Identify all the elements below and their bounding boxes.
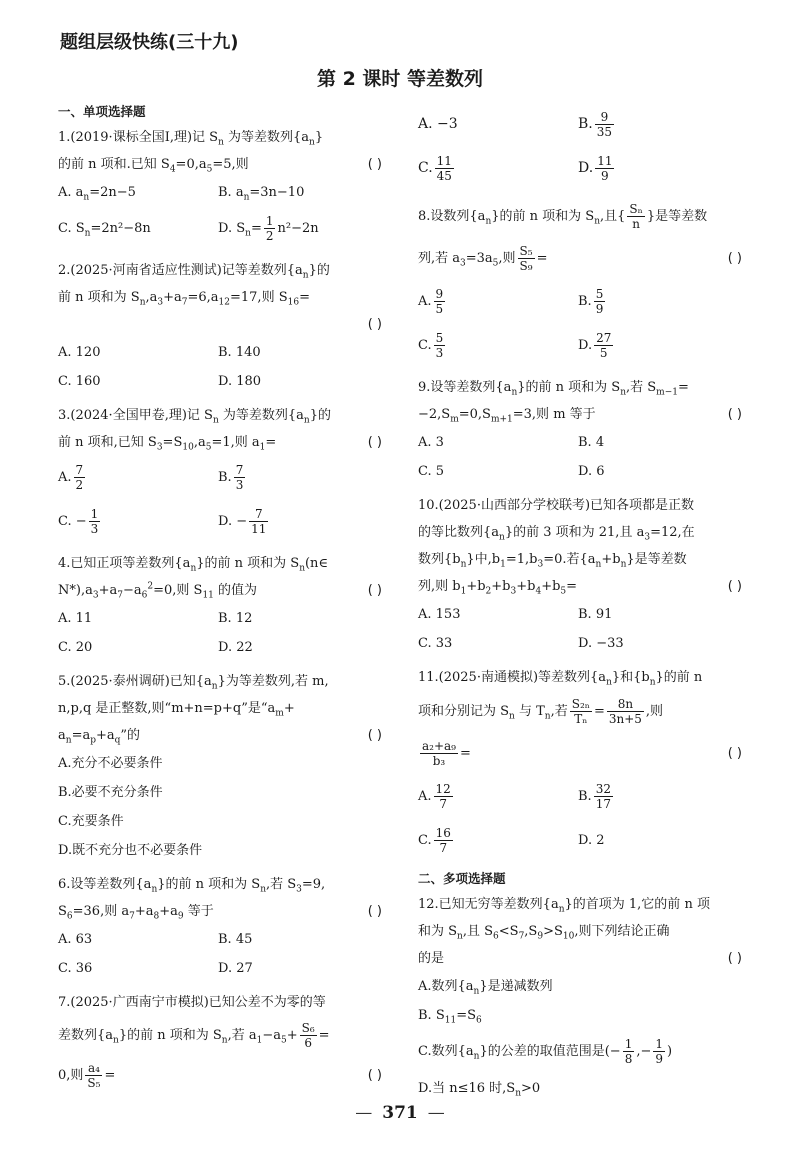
answer-blank: ( ) — [367, 1068, 382, 1083]
right-column — [418, 102, 748, 1109]
option-c: C. 20 — [58, 640, 93, 655]
answer-blank: ( ) — [367, 157, 382, 172]
option-d: D. $S_n=$ $\frac{1}{2}$ n²−2n — [218, 214, 319, 243]
question-7: 7.(2025·广西南宁市模拟)已知公差不为零的等 差数列$\{a_n\}$的前 n 项和为 $S_n$,若 $a_1-a_5+$ $\frac{\text{S₆}}{6}$ = 0,则 $\frac{\text{a₄}}{\text{S₅}}$ = ( ) — [58, 989, 388, 1096]
option-d: D. −33 — [578, 636, 624, 651]
option-b: B. $\frac{32}{17}$ — [578, 782, 611, 811]
answer-blank: ( ) — [367, 583, 382, 598]
option-a: A. $\frac{9}{5}$ — [418, 287, 444, 316]
answer-blank: ( ) — [727, 251, 742, 266]
section-multi-choice: 二、多项选择题 — [418, 871, 506, 886]
option-b: B. 4 — [578, 435, 605, 450]
question-5: 5.(2025·泰州调研)已知$\{a_n\}$为等差数列,若 m, n,p,q 是正整数,则“m+n=p+q”是“$a_m+$ $a_n=a_p+a_q$”的 ( ) A.充分不必要条件 B.必要不充分条件 C.充要条件 D.既不充分也不必要条件 — [58, 668, 388, 865]
answer-blank: ( ) — [367, 317, 382, 332]
section-single-choice: 一、单项选择题 — [58, 104, 146, 119]
answer-blank: ( ) — [727, 951, 742, 966]
option-a: A. 120 — [58, 345, 101, 360]
question-3: 3.(2024·全国甲卷,理)记 $S_n$ 为等差数列$\{a_n\}$的 前 n 项和,已知 $S_3=S_{10},a_5=1$,则 $a_1=$ ( ) A. $\frac{7}{2}$ B. $\frac{7}{3}$ C. − $\frac{1}{3}$ D. − $\frac{7}{11}$ — [58, 402, 388, 544]
answer-blank: ( ) — [727, 579, 742, 594]
option-d: D. 2 — [578, 833, 605, 848]
option-b: B. $a_n=3n-10$ — [218, 185, 305, 203]
option-a: A. 153 — [418, 607, 461, 622]
option-c: C. 160 — [58, 374, 101, 389]
exercise-label: 题组层级快练(三十九) — [60, 32, 239, 53]
option-d: D. $\frac{11}{9}$ — [578, 153, 613, 183]
answer-blank: ( ) — [727, 407, 742, 422]
question-6: 6.设等差数列$\{a_n\}$的前 n 项和为 $S_n$,若 $S_3=9$, $S_6=36$,则 $a_7+a_8+a_9$ 等于 ( ) A. 63 B. 45 C. 36 D. 27 — [58, 871, 388, 983]
option-c: C. − $\frac{1}{3}$ — [58, 507, 99, 536]
left-column — [58, 102, 388, 1102]
option-c: C. 33 — [418, 636, 453, 651]
question-9: 9.设等差数列$\{a_n\}$的前 n 项和为 $S_n$,若 $S_{m-1}=$ $-2,S_m=0,S_{m+1}=3$,则 m 等于 ( ) A. 3 B. 4 C. 5 D. 6 — [418, 374, 748, 486]
option-a: A. 11 — [58, 611, 93, 626]
option-b: B. $\frac{5}{9}$ — [578, 287, 604, 316]
option-b: B. 91 — [578, 607, 613, 622]
option-c: C.充要条件 — [58, 814, 124, 829]
option-c: C. $S_n=2n^2-8n$ — [58, 221, 151, 239]
option-d: D. 22 — [218, 640, 253, 655]
option-d: D.既不充分也不必要条件 — [58, 843, 203, 858]
question-11: 11.(2025·南通模拟)等差数列$\{a_n\}$和$\{b_n\}$的前 n 项和分别记为 $S_n$ 与 $T_n$,若 $\frac{\text{S₂ₙ}}{\text{Tₙ}}$ = $\frac{8n}{3n+5}$ ,则 $\frac{\text{a₂+a₉}}{\text{b₃}}$ = ( ) A. $\frac{12}{7}$ B. $\frac{32}{17}$ C. $\frac{16}{7}$ D. 2 — [418, 664, 748, 863]
page-number: 371 — [382, 1103, 418, 1123]
answer-blank: ( ) — [367, 435, 382, 450]
option-d: D. 180 — [218, 374, 262, 389]
answer-blank: ( ) — [367, 728, 382, 743]
option-a: A. $a_n=2n-5$ — [58, 185, 136, 203]
question-10: 10.(2025·山西部分学校联考)已知各项都是正数 的等比数列$\{a_n\}$的前 3 项和为 21,且 $a_3=12$,在 数列$\{b_n\}$中$,b_1=1,b_3=0$.若$\{a_n+b_n\}$是等差数 列,则 $b_1+b_2+b_3+b_4+b_5=$ ( ) A. 153 B. 91 C. 33 D. −33 — [418, 492, 748, 658]
option-c: C. 5 — [418, 464, 445, 479]
option-d: D. − $\frac{7}{11}$ — [218, 507, 267, 536]
question-7-options — [418, 102, 748, 190]
question-2: 2.(2025·河南省适应性测试)记等差数列$\{a_n\}$的 前 n 项和为 $S_n,a_3+a_7=6,a_{12}=17$,则 $S_{16}=$ ( ) A. 120 B. 140 C. 160 D. 180 — [58, 257, 388, 396]
option-b: B. $S_{11}=S_6$ — [418, 1008, 482, 1026]
answer-blank: ( ) — [727, 746, 742, 761]
option-b: B. $\frac{7}{3}$ — [218, 463, 244, 492]
option-a: A.充分不必要条件 — [58, 756, 163, 771]
option-b: B. 12 — [218, 611, 253, 626]
option-a: A. $\frac{7}{2}$ — [58, 463, 84, 492]
option-a: A. 3 — [418, 435, 444, 450]
question-4: 4.已知正项等差数列$\{a_n\}$的前 n 项和为 $S_n(n\in$ $N*),a_3+a_7-a_6^2=0$,则 $S_{11}$ 的值为 ( ) A. 11 B. 12 C. 20 D. 22 — [58, 550, 388, 662]
option-d: D. 6 — [578, 464, 605, 479]
option-c: C. $\frac{5}{3}$ — [418, 331, 444, 360]
page-footer: — 371 — — [355, 1103, 445, 1123]
option-b: B. 45 — [218, 932, 253, 947]
option-c: C.数列$\{a_n\}$的公差的取值范围是(− $\frac{1}{8}$ ,− $\frac{1}{9}$ ) — [418, 1037, 673, 1066]
option-a: A. $\frac{12}{7}$ — [418, 782, 451, 811]
lesson-title: 第 2 课时 等差数列 — [316, 68, 484, 90]
option-b: B. 140 — [218, 345, 261, 360]
option-b: B. $\frac{9}{35}$ — [578, 109, 613, 139]
option-d: D.当 n≤16 时$,S_n>0$ — [418, 1081, 541, 1099]
option-c: C. 36 — [58, 961, 93, 976]
option-a: A.数列$\{a_n\}$是递减数列 — [418, 979, 553, 997]
option-d: D. 27 — [218, 961, 253, 976]
option-c: C. $\frac{11}{45}$ — [418, 153, 452, 183]
option-d: D. $\frac{27}{5}$ — [578, 331, 612, 360]
option-c: C. $\frac{16}{7}$ — [418, 826, 451, 855]
option-b: B.必要不充分条件 — [58, 785, 163, 800]
option-a: A. 63 — [58, 932, 93, 947]
question-8: 8.设数列$\{a_n\}$的前 n 项和为 $S_n$,且{ $\frac{\text{Sₙ}}{n}$ }是等差数 列,若 $a_3=3a_5$,则 $\frac{\text{S₅}}{\text{S₉}}$ = ( ) A. $\frac{9}{5}$ B. $\frac{5}{9}$ C. $\frac{5}{3}$ D. $\frac{27}{5}$ — [418, 196, 748, 368]
answer-blank: ( ) — [367, 904, 382, 919]
question-1: 1.(2019·课标全国Ⅰ,理)记 $S_n$ 为等差数列$\{a_n\}$ 的前 n 项和.已知 $S_4=0,a_5=5$,则 ( ) A. $a_n=2n-5$ B. $a_n=3n-10$ C. $S_n=2n^2-8n$ D. $S_n=$ $\frac{1}{2}$ n²−2n — [58, 124, 388, 251]
question-12: 12.已知无穷等差数列$\{a_n\}$的首项为 1,它的前 n 项 和为 $S_n$,且 $S_6<S_7,S_9>S_{10}$,则下列结论正确 的是 ( ) A.数列$\{a_n\}$是递减数列 B. $S_{11}=S_6$ C.数列$\{a_n\}$的公差的取值范围是(− $\frac{1}{8}$ ,− $\frac{1}{9}$ ) D.当 n≤16 时$,S_n>0$ — [418, 891, 748, 1103]
fraction: $\frac{1}{2}$ — [265, 214, 274, 243]
option-a: A. −3 — [418, 116, 458, 132]
